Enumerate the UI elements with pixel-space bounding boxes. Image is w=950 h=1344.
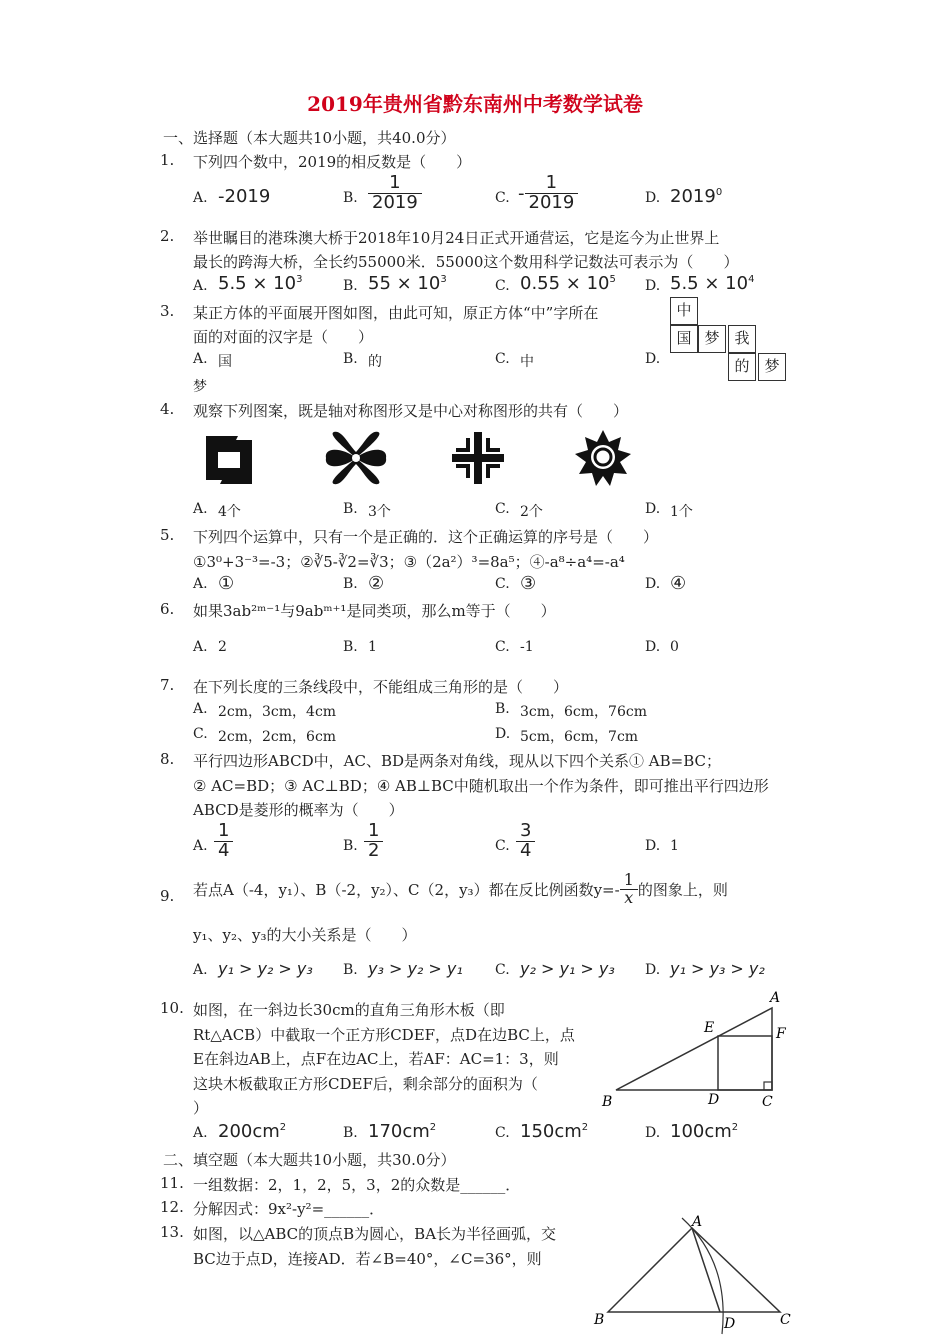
q10-option-c-value: $150cm^2$ — [520, 1121, 589, 1142]
q10-label-d: D — [708, 1092, 720, 1108]
q4-text: 观察下列图案，既是轴对称图形又是中心对称图形的共有（ ） — [193, 402, 629, 420]
q5-text: 下列四个运算中，只有一个是正确的．这个正确运算的序号是（ ） — [193, 528, 659, 546]
q10-triangle-figure — [598, 988, 794, 1112]
q2-option-c-label: C. — [495, 278, 510, 294]
q10-option-d-label: D. — [645, 1125, 661, 1141]
q3-option-b-label: B. — [343, 351, 358, 367]
q4-option-c-value: 2个 — [520, 504, 543, 520]
q8-number: 8. — [160, 750, 175, 768]
q12-text: 分解因式：9x²-y²=______． — [193, 1200, 385, 1218]
cube-net-face-wo: 我 — [728, 325, 756, 353]
q5-option-c-value: ③ — [520, 573, 537, 594]
q10-number: 10. — [160, 999, 184, 1017]
q11-number: 11. — [160, 1174, 184, 1192]
q2-option-d-value: $5.5 \times 10^4$ — [670, 273, 755, 294]
q13-line2: BC边于点D，连接AD．若∠B=40°，∠C=36°，则 — [193, 1250, 542, 1268]
q1-option-b-value: $\frac{1}{2019}$ — [368, 174, 422, 213]
q10-label-f: F — [776, 1026, 786, 1042]
q6-option-b-label: B. — [343, 639, 358, 655]
q3-option-c-value: 中 — [520, 354, 534, 370]
q10-label-b: B — [602, 1094, 613, 1110]
q6-option-a-value: 2 — [218, 639, 227, 655]
q1-option-c-value: - $\frac{1}{2019}$ — [518, 174, 578, 213]
q3-option-a-label: A. — [193, 351, 208, 367]
pattern-cross-lines-icon — [448, 430, 508, 486]
q7-option-b-value: 3cm，6cm，76cm — [520, 704, 647, 720]
cube-net-face-zhong: 中 — [670, 297, 698, 325]
q4-option-b-value: 3个 — [368, 504, 391, 520]
q4-option-a-value: 4个 — [218, 504, 241, 520]
q9-number: 9. — [160, 887, 175, 905]
q7-option-d-value: 5cm，6cm，7cm — [520, 729, 639, 745]
q13-label-d: D — [724, 1316, 736, 1332]
q9-option-b-value: y₃ > y₂ > y₁ — [368, 959, 463, 978]
q2-option-b-label: B. — [343, 278, 358, 294]
q9-line2: y₁、y₂、y₃的大小关系是（ ） — [193, 926, 417, 944]
q3-number: 3. — [160, 302, 175, 320]
q10-option-b-label: B. — [343, 1125, 358, 1141]
q5-option-d-label: D. — [645, 576, 661, 592]
q1-option-a-label: A. — [193, 190, 208, 206]
q2-number: 2. — [160, 227, 175, 245]
section-fill-heading: 二、填空题（本大题共10小题，共30.0分） — [163, 1151, 456, 1169]
q6-option-c-label: C. — [495, 639, 510, 655]
q8-line3: ABCD是菱形的概率为（ ） — [193, 801, 404, 819]
q8-line2: ② AC=BD；③ AC⊥BD；④ AB⊥BC中随机取出一个作为条件，即可推出平行四边形 — [193, 777, 769, 795]
pattern-square-swirl-icon — [198, 432, 260, 488]
q3-option-a-value: 国 — [218, 354, 232, 370]
q10-label-a: A — [770, 990, 781, 1006]
q9-option-c-label: C. — [495, 962, 510, 978]
q1-text: 下列四个数中，2019的相反数是（ ） — [193, 153, 472, 171]
q5-option-b-label: B. — [343, 576, 358, 592]
q5-option-a-label: A. — [193, 576, 208, 592]
cube-net-face-guo: 国 — [670, 325, 698, 353]
q2-line2: 最长的跨海大桥，全长约55000米．55000这个数用科学记数法可表示为（ ） — [193, 253, 739, 271]
q4-option-d-value: 1个 — [670, 504, 693, 520]
pattern-flower-icon — [572, 428, 634, 488]
q7-option-a-value: 2cm，3cm，4cm — [218, 704, 337, 720]
q5-option-a-value: ① — [218, 573, 235, 594]
q5-formulas: ①3⁰+3⁻³=-3；②∛5-∛2=∛3；③（2a²）³=8a⁵；④-a⁸÷a⁴=-a⁴ — [193, 553, 625, 571]
q10-line1: 如图，在一斜边长30cm的直角三角形木板（即 — [193, 1001, 505, 1019]
q7-option-b-label: B. — [495, 701, 510, 717]
q6-option-d-value: 0 — [670, 639, 679, 655]
q2-option-b-value: $55 \times 10^3$ — [368, 273, 447, 294]
q6-number: 6. — [160, 600, 175, 618]
q3-option-c-label: C. — [495, 351, 510, 367]
q10-label-e: E — [704, 1020, 715, 1036]
page-title: 2019年贵州省黔东南州中考数学试卷 — [307, 92, 643, 116]
q11-text: 一组数据：2，1，2，5，3，2的众数是______． — [193, 1176, 521, 1194]
q4-option-a-label: A. — [193, 501, 208, 517]
q2-option-a-value: $5.5 \times 10^3$ — [218, 273, 303, 294]
q10-label-c: C — [762, 1094, 773, 1110]
cube-net-face-de: 的 — [728, 353, 756, 381]
q3-option-d-label: D. — [645, 351, 661, 367]
q10-option-a-label: A. — [193, 1125, 208, 1141]
q8-option-d-value: 1 — [670, 838, 679, 854]
q1-option-a-value: -2019 — [218, 186, 271, 207]
q8-option-c-value: $\frac{3}{4}$ — [516, 822, 535, 861]
q1-option-c-label: C. — [495, 190, 510, 206]
q13-line1: 如图，以△ABC的顶点B为圆心，BA长为半径画弧，交 — [193, 1225, 557, 1243]
q2-option-d-label: D. — [645, 278, 661, 294]
q2-option-c-value: $0.55 \times 10^5$ — [520, 273, 616, 294]
q3-line2: 面的对面的汉字是（ ） — [193, 328, 374, 346]
q7-option-c-value: 2cm，2cm，6cm — [218, 729, 337, 745]
q9-option-c-value: y₂ > y₁ > y₃ — [520, 959, 615, 978]
q13-label-c: C — [780, 1312, 791, 1328]
q1-option-d-label: D. — [645, 190, 661, 206]
q5-option-c-label: C. — [495, 576, 510, 592]
q9-option-a-label: A. — [193, 962, 208, 978]
q7-text: 在下列长度的三条线段中，不能组成三角形的是（ ） — [193, 678, 569, 696]
q1-option-b-label: B. — [343, 190, 358, 206]
section-choice-heading: 一、选择题（本大题共10小题，共40.0分） — [163, 129, 456, 147]
q7-option-d-label: D. — [495, 726, 511, 742]
q4-option-c-label: C. — [495, 501, 510, 517]
q5-number: 5. — [160, 526, 175, 544]
q1-option-d-value: 2019$^0$ — [670, 186, 723, 207]
q13-triangle-figure — [590, 1212, 800, 1342]
q10-option-a-value: $200cm^2$ — [218, 1121, 287, 1142]
q10-line3: E在斜边AB上，点F在边AC上，若AF：AC=1：3，则 — [193, 1050, 559, 1068]
q2-option-a-label: A. — [193, 278, 208, 294]
q13-label-a: A — [692, 1214, 703, 1230]
q3-option-b-value: 的 — [368, 354, 382, 370]
q10-option-c-label: C. — [495, 1125, 510, 1141]
q10-option-b-value: $170cm^2$ — [368, 1121, 437, 1142]
q9-line1: 若点A（-4，y₁）、B（-2，y₂）、C（2，y₃）都在反比例函数y=- $\frac{1}{x}$ 的图象上，则 — [193, 870, 728, 907]
q4-option-b-label: B. — [343, 501, 358, 517]
q4-number: 4. — [160, 400, 175, 418]
q13-number: 13. — [160, 1223, 184, 1241]
q6-option-b-value: 1 — [368, 639, 377, 655]
q5-option-d-value: ④ — [670, 573, 687, 594]
q6-text: 如果3ab²ᵐ⁻¹与9abᵐ⁺¹是同类项，那么m等于（ ） — [193, 602, 556, 620]
q9-option-d-value: y₁ > y₃ > y₂ — [670, 959, 765, 978]
q8-option-b-value: $\frac{1}{2}$ — [364, 822, 383, 861]
q9-option-b-label: B. — [343, 962, 358, 978]
q10-line5: ） — [193, 1099, 209, 1117]
q7-number: 7. — [160, 676, 175, 694]
q7-option-a-label: A. — [193, 701, 208, 717]
q4-option-d-label: D. — [645, 501, 661, 517]
q6-option-d-label: D. — [645, 639, 661, 655]
q10-line2: Rt△ACB）中截取一个正方形CDEF，点D在边BC上，点 — [193, 1026, 575, 1044]
q9-option-d-label: D. — [645, 962, 661, 978]
q9-option-a-value: y₁ > y₂ > y₃ — [218, 959, 313, 978]
q5-option-b-value: ② — [368, 573, 385, 594]
q3-line1: 某正方体的平面展开图如图，由此可知，原正方体“中”字所在 — [193, 304, 599, 322]
q12-number: 12. — [160, 1198, 184, 1216]
q8-option-b-label: B. — [343, 838, 358, 854]
q8-option-a-label: A. — [193, 838, 208, 854]
q1-number: 1. — [160, 151, 175, 169]
q8-option-d-label: D. — [645, 838, 661, 854]
q2-line1: 举世瞩目的港珠澳大桥于2018年10月24日正式开通营运，它是迄今为止世界上 — [193, 229, 720, 247]
cube-net-face-meng-2: 梦 — [758, 353, 786, 381]
q10-option-d-value: $100cm^2$ — [670, 1121, 739, 1142]
q6-option-a-label: A. — [193, 639, 208, 655]
cube-net-face-meng: 梦 — [698, 325, 726, 353]
pattern-knot-icon — [322, 428, 390, 488]
q13-label-b: B — [594, 1312, 605, 1328]
q6-option-c-value: -1 — [520, 639, 534, 655]
q10-line4: 这块木板截取正方形CDEF后，剩余部分的面积为（ — [193, 1075, 538, 1093]
q8-line1: 平行四边形ABCD中，AC、BD是两条对角线，现从以下四个关系① AB=BC； — [193, 752, 721, 770]
q8-option-a-value: $\frac{1}{4}$ — [214, 822, 233, 861]
q8-option-c-label: C. — [495, 838, 510, 854]
q7-option-c-label: C. — [193, 726, 208, 742]
q3-option-d-value: 梦 — [193, 379, 207, 395]
